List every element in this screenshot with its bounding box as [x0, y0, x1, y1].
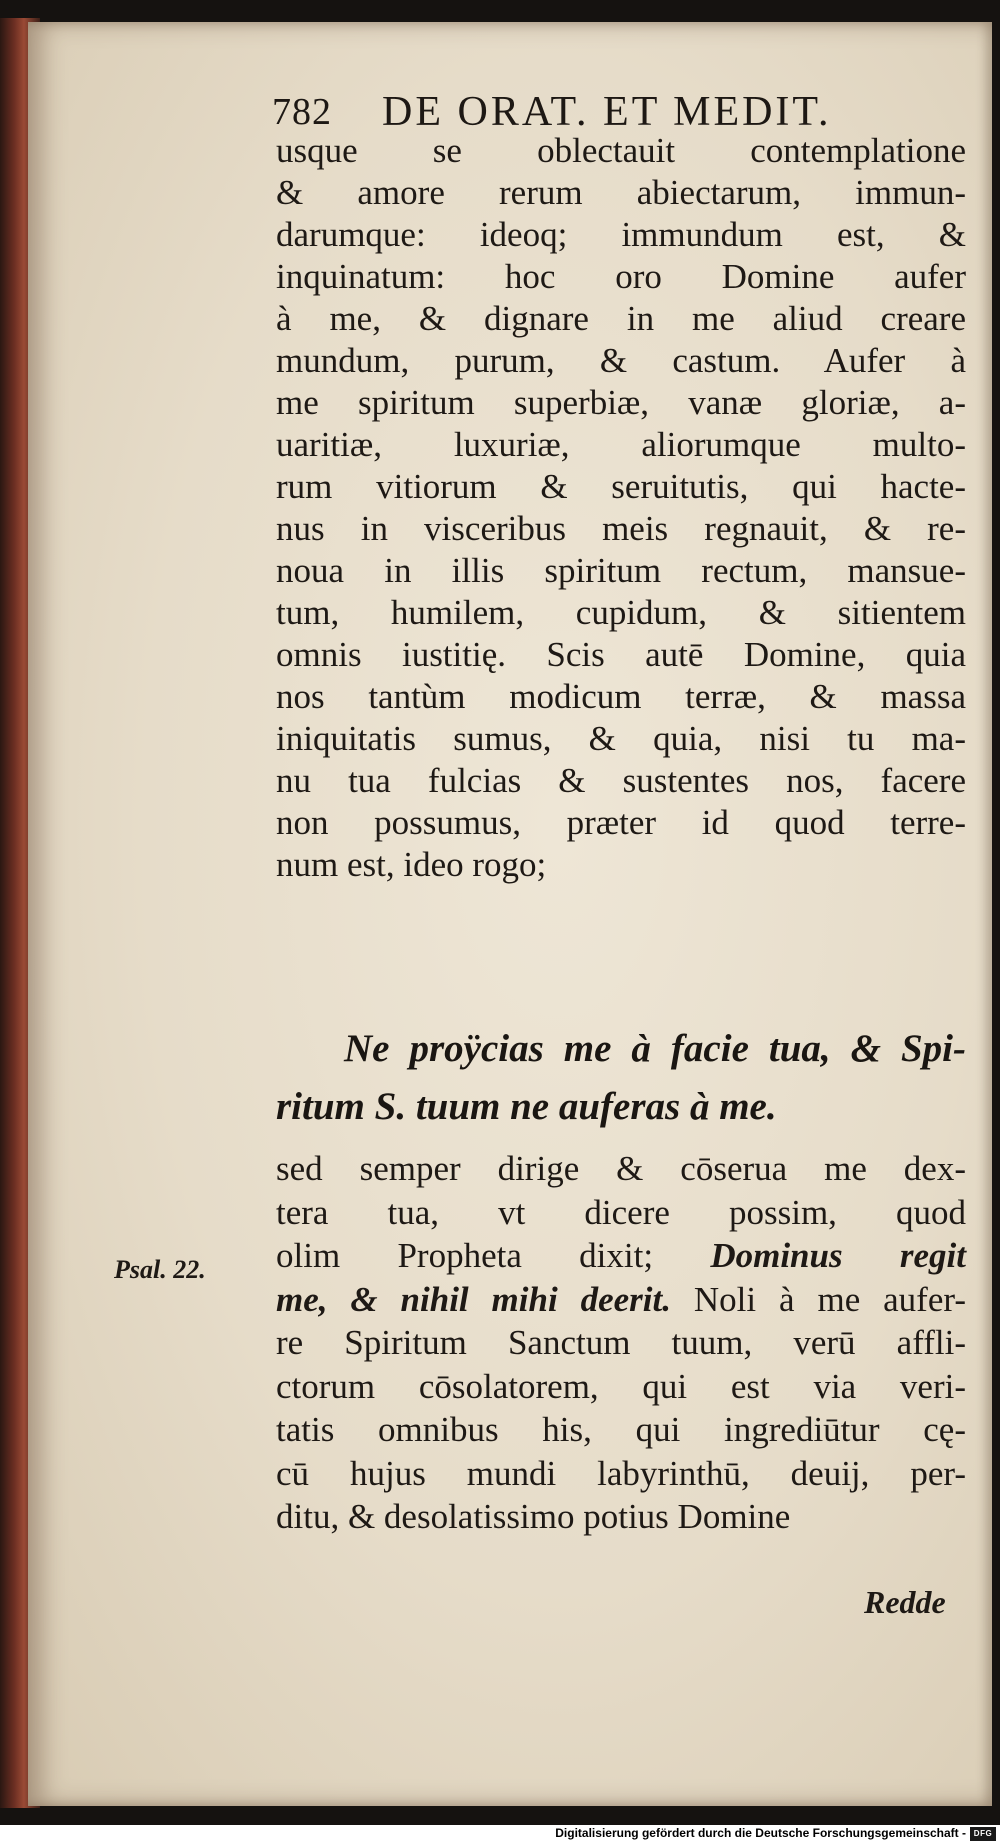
- inline-quotation: Dominus regit: [710, 1236, 966, 1275]
- page-number: 782: [272, 91, 332, 133]
- text-line: omnis iustitię. Scis autē Domine, quia: [276, 635, 966, 674]
- text-line: uaritiæ, luxuriæ, aliorumque multo-: [276, 425, 966, 464]
- text-line: rum vitiorum & seruitutis, qui hacte-: [276, 467, 966, 506]
- text-line: cū hujus mundi labyrinthū, deuij, per-: [276, 1453, 966, 1493]
- text-line: nos tantùm modicum terræ, & massa: [276, 677, 966, 716]
- continuation-text-block: [276, 1147, 966, 1539]
- digitization-footer: [0, 1825, 1000, 1844]
- text-line: tera tua, vt dicere possim, quod: [276, 1192, 966, 1232]
- scripture-quotation: [276, 1020, 966, 1136]
- text-line: ctorum cōsolatorem, qui est via veri-: [276, 1366, 966, 1406]
- dfg-logo: DFG: [970, 1827, 996, 1841]
- main-text-block: [276, 130, 966, 886]
- text-line: iniquitatis sumus, & quia, nisi tu ma-: [276, 719, 966, 758]
- text-line: usque se oblectauit contemplatione: [276, 131, 966, 170]
- text-line: mundum, purum, & castum. Aufer à: [276, 341, 966, 380]
- text-line: nu tua fulcias & sustentes nos, facere: [276, 761, 966, 800]
- text-line: ditu, & desolatissimo potius Domine: [276, 1497, 791, 1536]
- text-line: & amore rerum abiectarum, immun-: [276, 173, 966, 212]
- quotation-line: ritum S. tuum ne auferas à me.: [276, 1085, 777, 1128]
- text-line: [276, 1278, 966, 1322]
- text-line: me spiritum superbiæ, vanæ gloriæ, a-: [276, 383, 966, 422]
- text-line: num est, ideo rogo;: [276, 845, 547, 884]
- funding-credit: Digitalisierung gefördert durch die Deutsche Forschungsgemeinschaft -: [555, 1826, 966, 1840]
- text-line: tatis omnibus his, qui ingrediūtur cę-: [276, 1410, 966, 1449]
- text-line: à me, & dignare in me aliud creare: [276, 299, 966, 338]
- text-line: sed semper dirige & cōserua me dex-: [276, 1149, 966, 1188]
- marginal-reference: Psal. 22.: [114, 1255, 206, 1284]
- text-segment: Noli à me aufer-: [671, 1279, 966, 1319]
- running-title: DE ORAT. ET MEDIT.: [382, 89, 832, 135]
- text-segment: olim Propheta dixit;: [276, 1236, 711, 1275]
- text-line: [276, 1234, 966, 1278]
- text-line: noua in illis spiritum rectum, mansue-: [276, 551, 966, 590]
- catchword: Redde: [864, 1584, 946, 1620]
- text-line: tum, humilem, cupidum, & sitientem: [276, 593, 966, 632]
- quotation-line: Ne proÿcias me à facie tua, & Spi-: [344, 1027, 966, 1070]
- inline-quotation: me, & nihil mihi deerit.: [276, 1279, 671, 1319]
- text-line: non possumus, præter id quod terre-: [276, 803, 966, 842]
- text-line: darumque: ideoq; immundum est, &: [276, 215, 966, 254]
- text-line: re Spiritum Sanctum tuum, verū affli-: [276, 1323, 966, 1362]
- text-line: nus in visceribus meis regnauit, & re-: [276, 509, 966, 548]
- text-line: inquinatum: hoc oro Domine aufer: [276, 257, 966, 296]
